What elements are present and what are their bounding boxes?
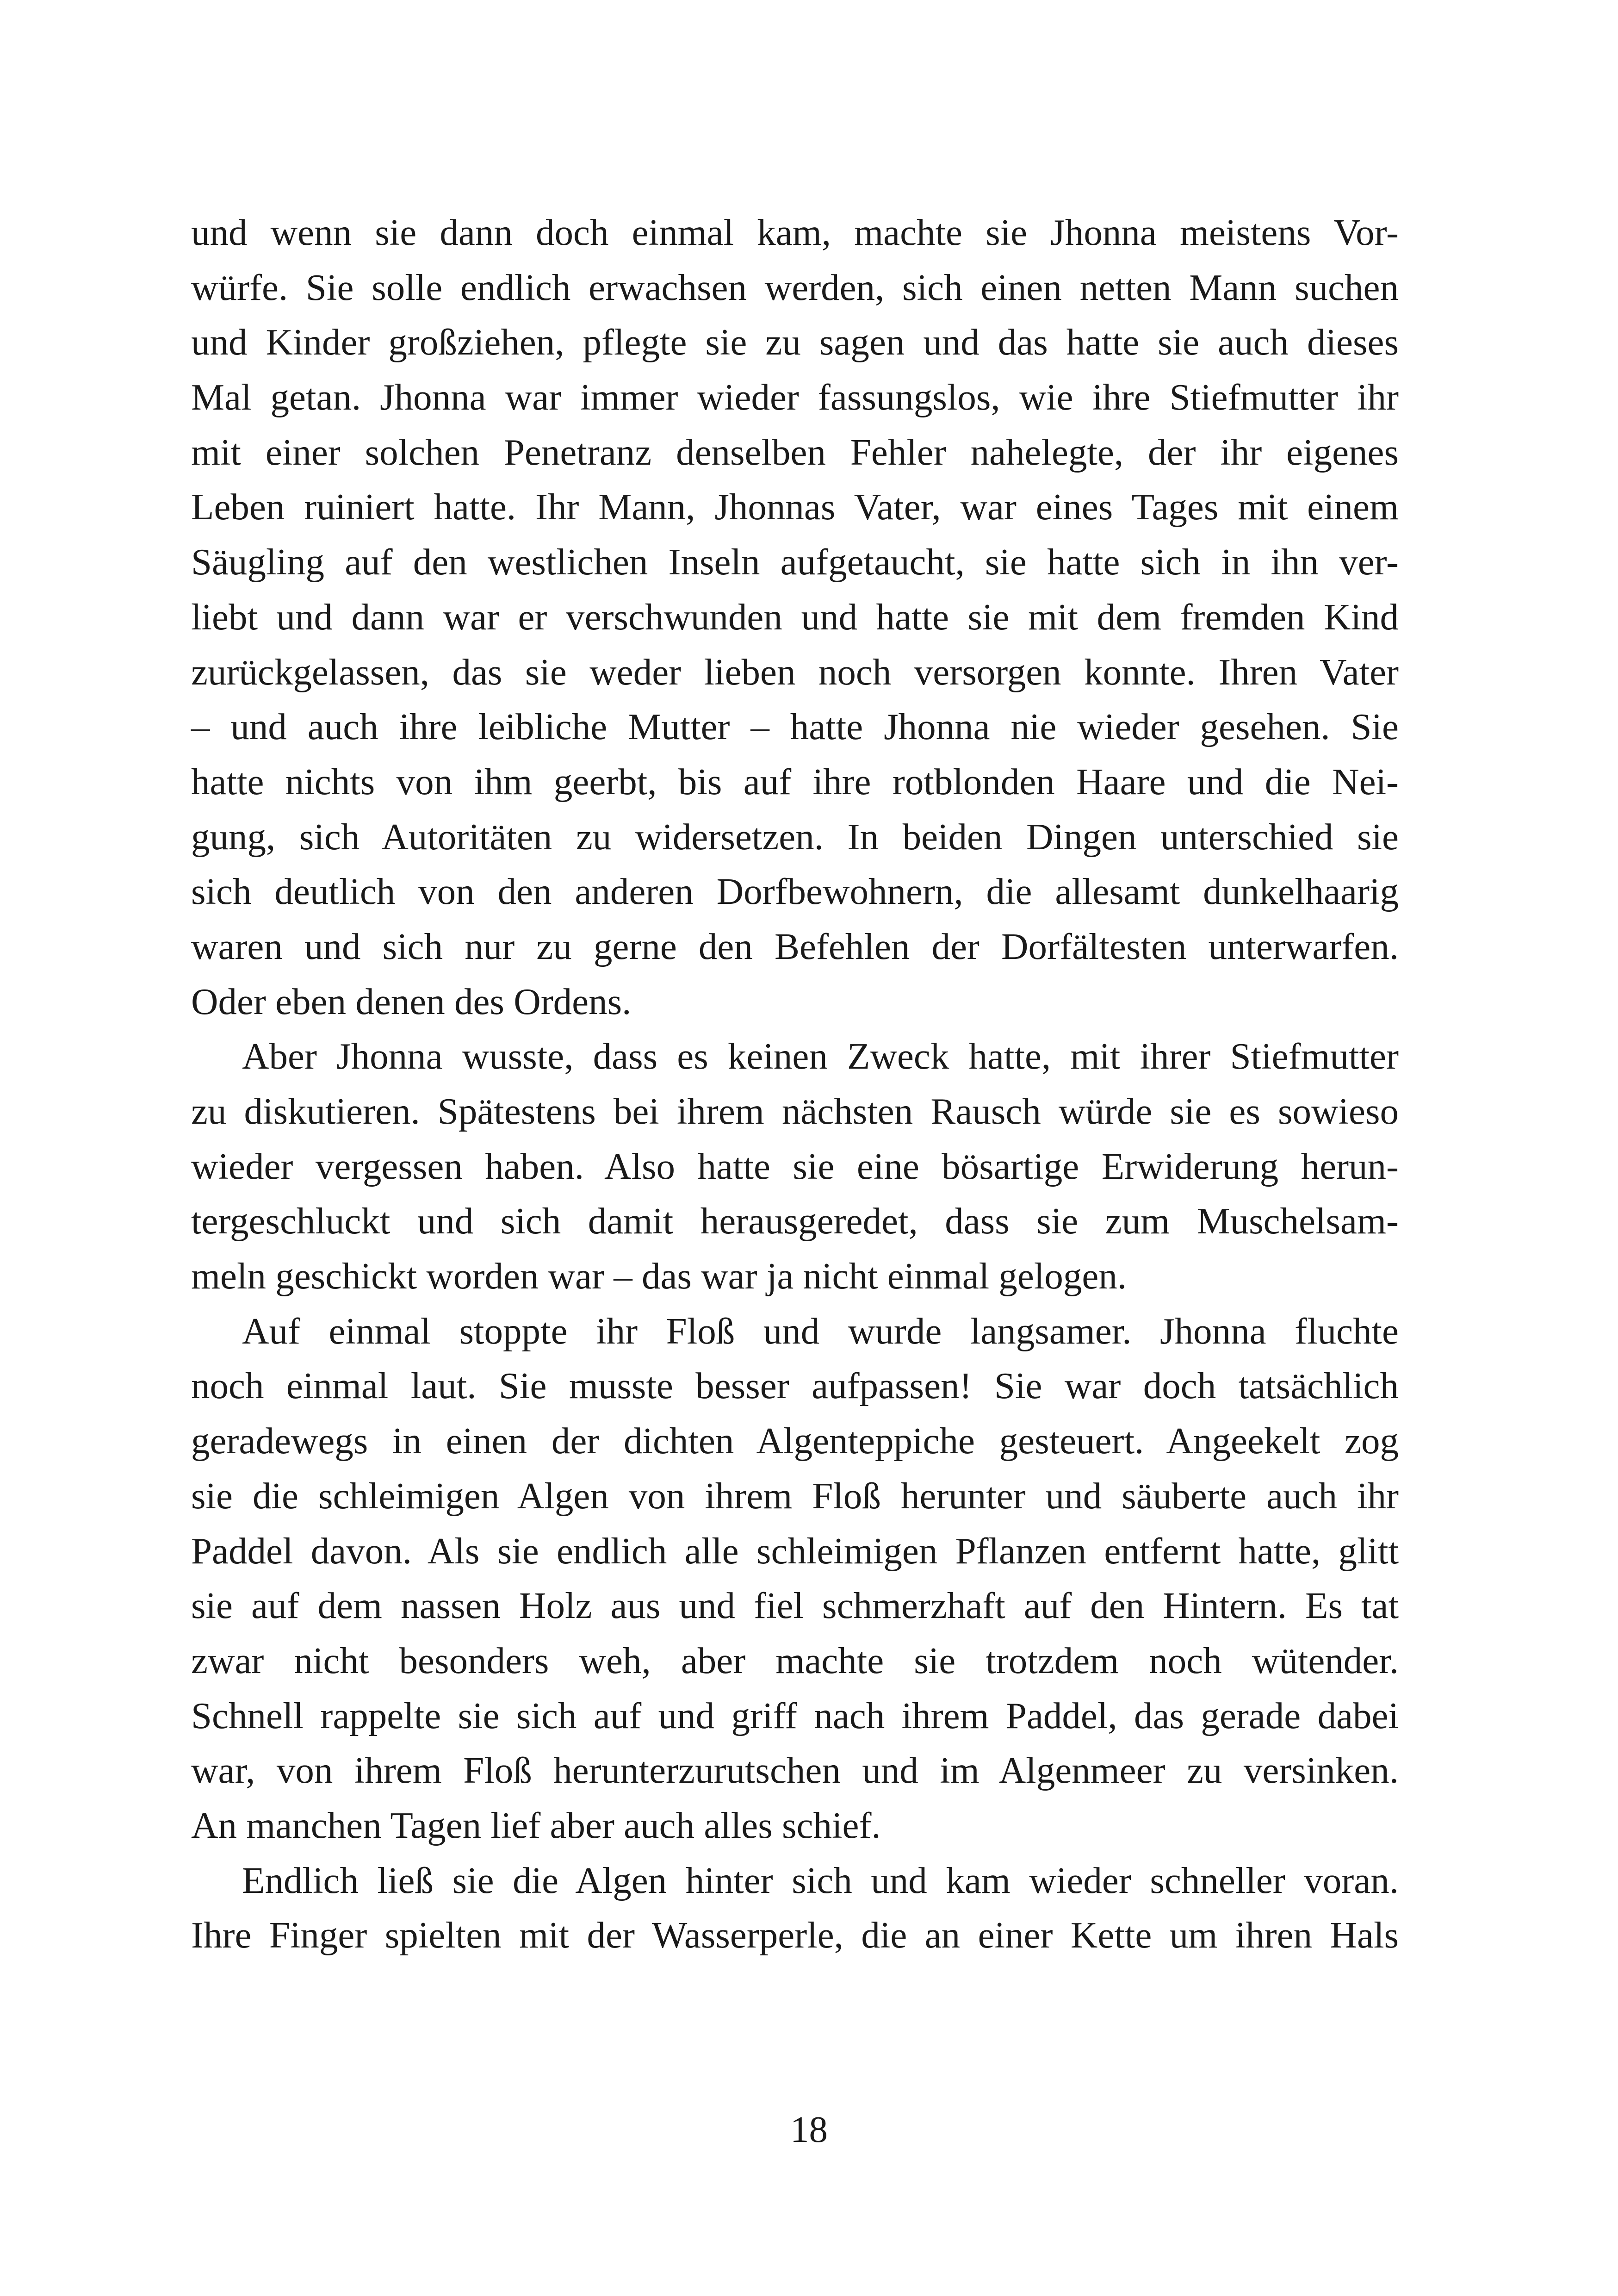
body-text: [191, 205, 1399, 1963]
text-line: Paddel davon. Als sie endlich alle schleimigen Pflanzen entfernt hatte, glitt: [191, 1530, 1399, 1572]
text-line: gung, sich Autoritäten zu widersetzen. In beiden Dingen unterschied sie: [191, 815, 1399, 858]
text-line: und Kinder großziehen, pflegte sie zu sagen und das hatte sie auch dieses: [191, 321, 1399, 363]
text-line: zu diskutieren. Spätestens bei ihrem nächsten Rausch würde sie es sowieso: [191, 1090, 1399, 1132]
text-line: waren und sich nur zu gerne den Befehlen der Dorfältesten unterwarfen.: [191, 925, 1399, 967]
page-number: 18: [790, 2109, 828, 2150]
text-line: Leben ruiniert hatte. Ihr Mann, Jhonnas Vater, war eines Tages mit einem: [191, 486, 1399, 528]
text-line: An manchen Tagen lief aber auch alles schief.: [191, 1804, 881, 1846]
text-line: Endlich ließ sie die Algen hinter sich und kam wieder schneller voran.: [242, 1859, 1399, 1901]
text-line: Schnell rappelte sie sich auf und griff nach ihrem Paddel, das gerade dabei: [191, 1694, 1399, 1736]
text-line: war, von ihrem Floß herunterzurutschen und im Algenmeer zu versinken.: [191, 1749, 1399, 1792]
text-line: Oder eben denen des Ordens.: [191, 980, 632, 1022]
text-line: Auf einmal stoppte ihr Floß und wurde langsamer. Jhonna fluchte: [242, 1310, 1399, 1352]
text-line: mit einer solchen Penetranz denselben Fehler nahelegte, der ihr eigenes: [191, 431, 1399, 473]
text-line: und wenn sie dann doch einmal kam, machte sie Jhonna meistens Vor-: [191, 212, 1399, 253]
text-line: wieder vergessen haben. Also hatte sie eine bösartige Erwiderung herun-: [191, 1145, 1399, 1187]
text-line: Aber Jhonna wusste, dass es keinen Zweck hatte, mit ihrer Stiefmutter: [242, 1035, 1399, 1077]
text-line: geradewegs in einen der dichten Algenteppiche gesteuert. Angeekelt zog: [191, 1420, 1399, 1462]
text-line: sie auf dem nassen Holz aus und fiel schmerzhaft auf den Hintern. Es tat: [191, 1585, 1399, 1627]
text-line: tergeschluckt und sich damit herausgeredet, dass sie zum Muschelsam-: [191, 1200, 1399, 1242]
text-line: Säugling auf den westlichen Inseln aufgetaucht, sie hatte sich in ihn ver-: [191, 541, 1399, 583]
text-line: hatte nichts von ihm geerbt, bis auf ihre rotblonden Haare und die Nei-: [191, 760, 1399, 803]
text-line: zurückgelassen, das sie weder lieben noch versorgen konnte. Ihren Vater: [191, 651, 1399, 693]
text-line: sie die schleimigen Algen von ihrem Floß herunter und säuberte auch ihr: [191, 1475, 1399, 1517]
text-line: noch einmal laut. Sie musste besser aufpassen! Sie war doch tatsächlich: [191, 1365, 1399, 1407]
text-line: zwar nicht besonders weh, aber machte sie trotzdem noch wütender.: [191, 1639, 1399, 1681]
text-line: liebt und dann war er verschwunden und hatte sie mit dem fremden Kind: [191, 596, 1399, 638]
text-line: Ihre Finger spielten mit der Wasserperle, die an einer Kette um ihren Hals: [191, 1914, 1399, 1956]
text-line: Mal getan. Jhonna war immer wieder fassungslos, wie ihre Stiefmutter ihr: [191, 376, 1399, 418]
text-line: würfe. Sie solle endlich erwachsen werden, sich einen netten Mann suchen: [191, 266, 1399, 308]
text-line: – und auch ihre leibliche Mutter – hatte Jhonna nie wieder gesehen. Sie: [191, 706, 1399, 748]
text-line: meln geschickt worden war – das war ja nicht einmal gelogen.: [191, 1255, 1127, 1297]
text-line: sich deutlich von den anderen Dorfbewohnern, die allesamt dunkelhaarig: [191, 871, 1399, 913]
